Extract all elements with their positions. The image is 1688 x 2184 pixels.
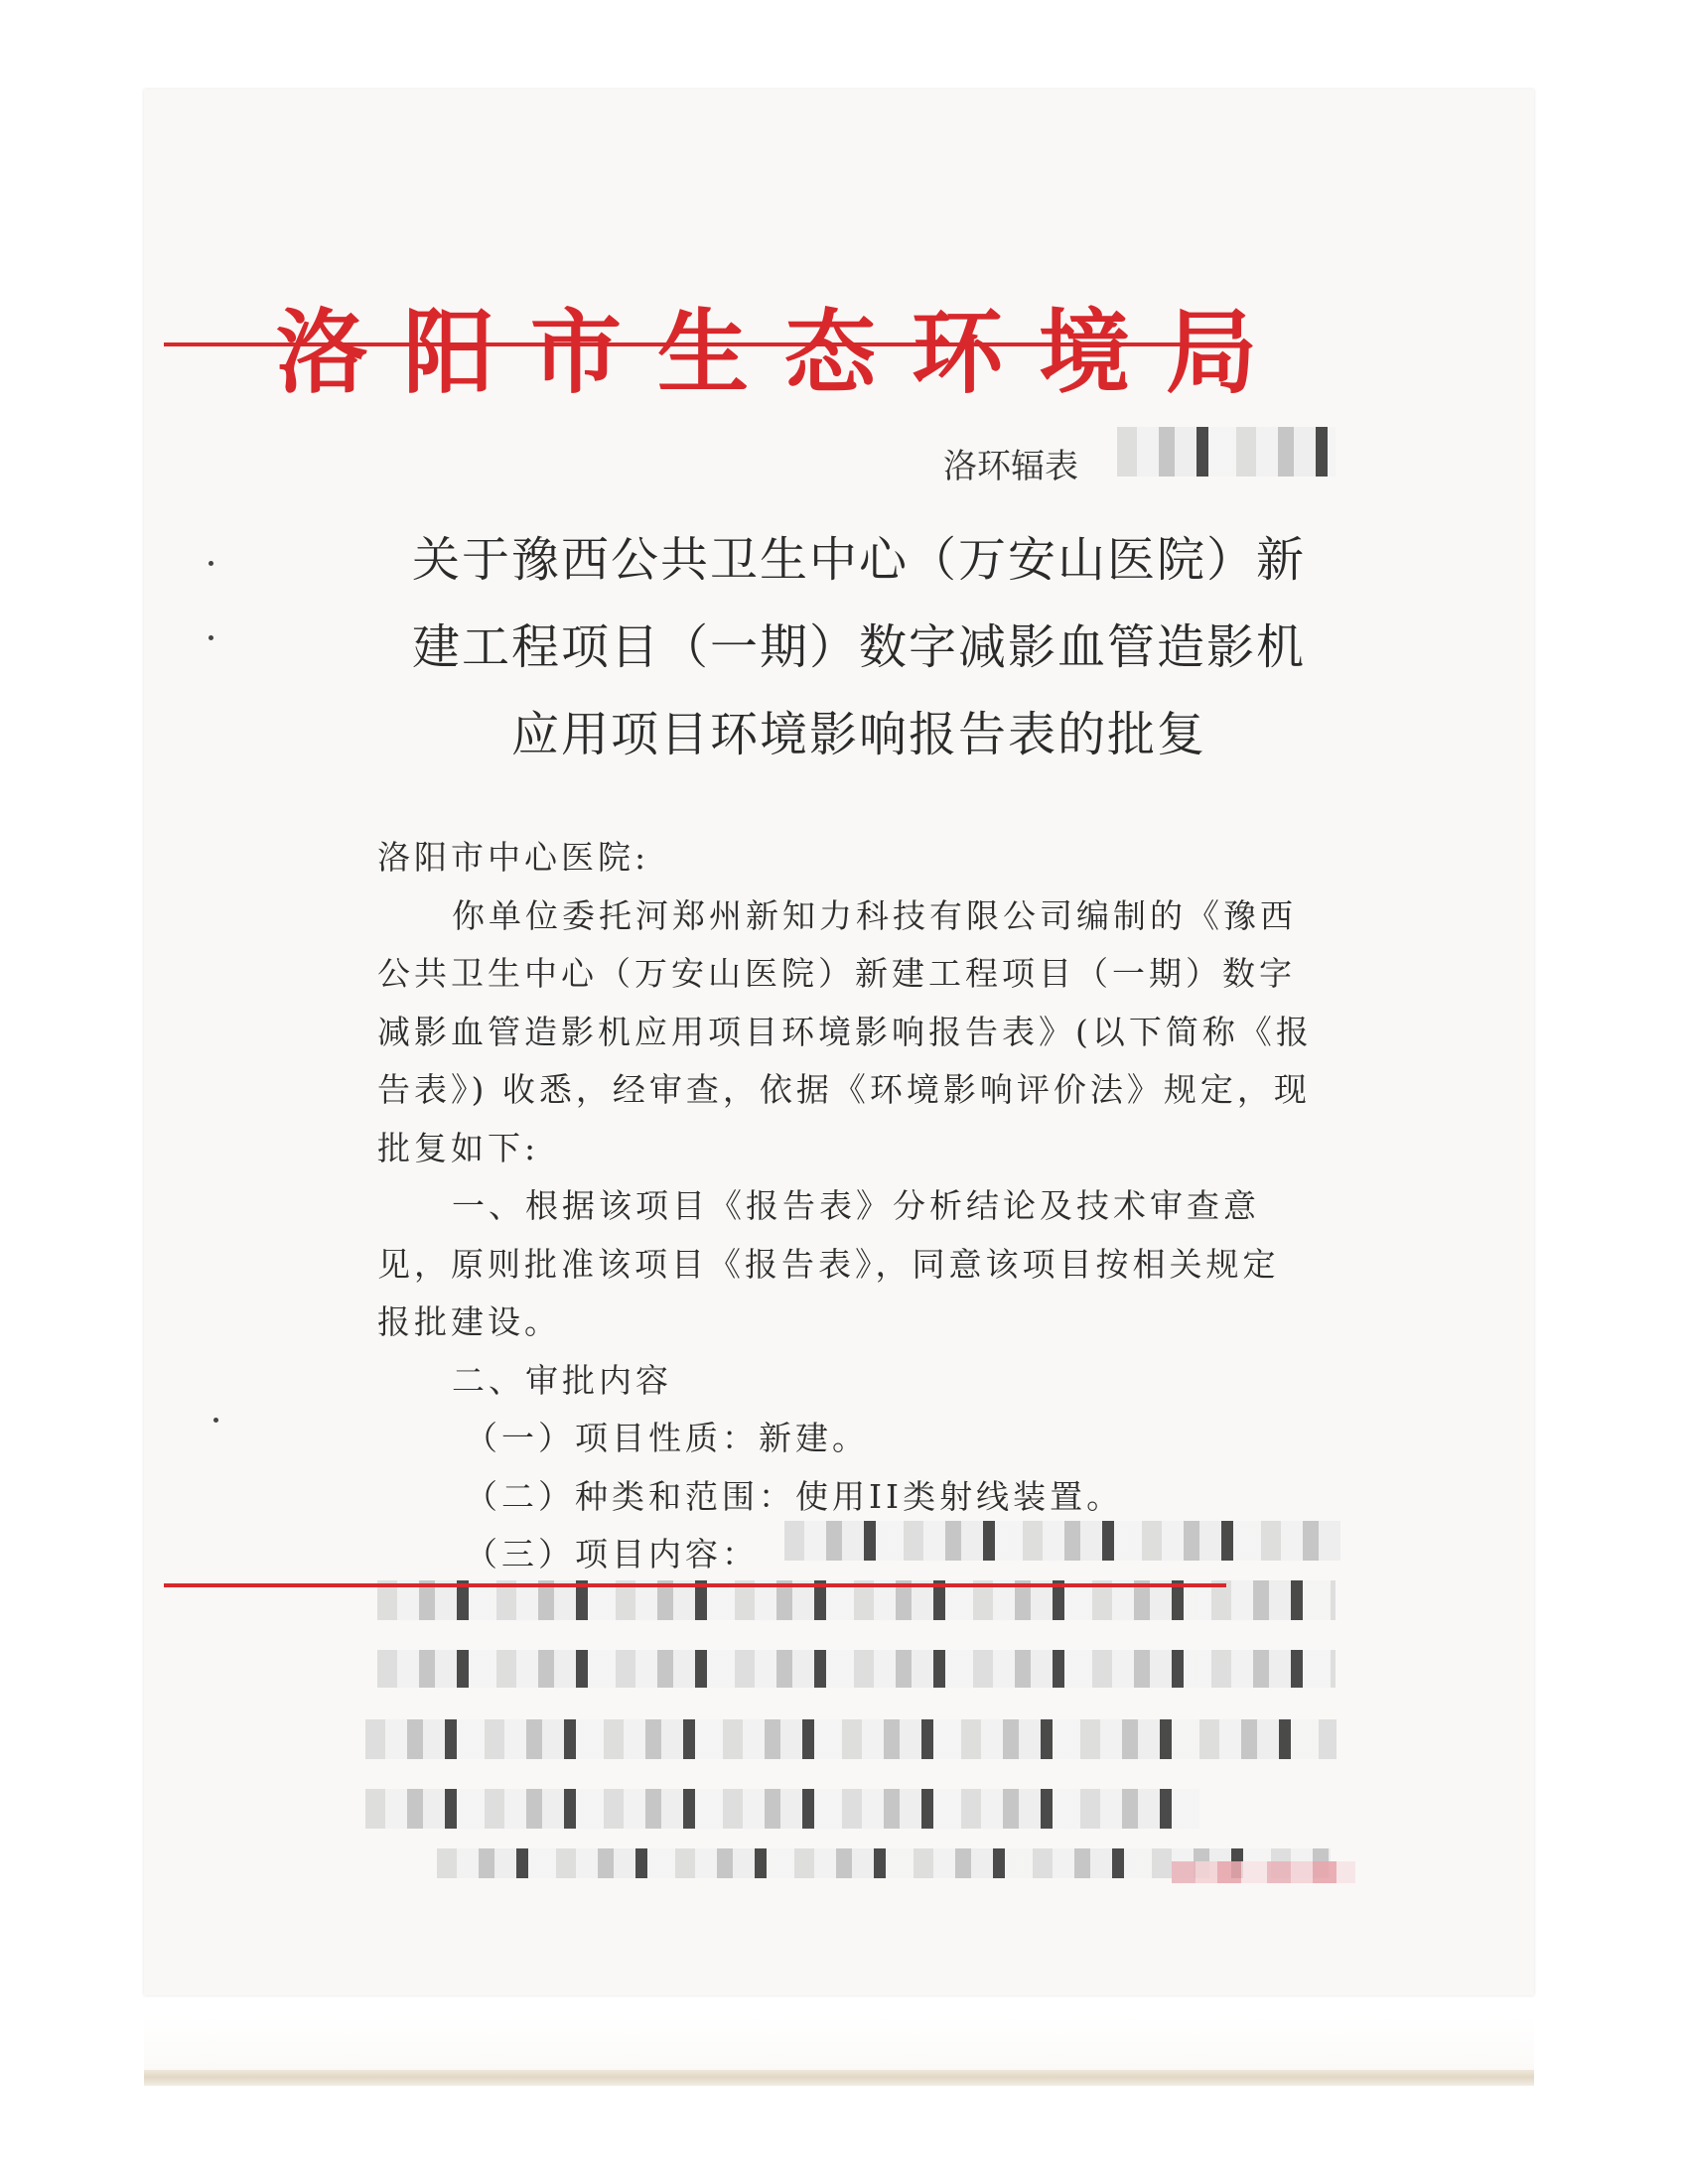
para1-line-2: 公共卫生中心（万安山医院）新建工程项目（一期）数字 [377,954,1296,993]
scan-speck [213,1418,218,1423]
paper-shadow [144,2015,1534,2070]
item-3: （三）项目内容： [465,1535,759,1573]
redacted-footer [1172,1861,1355,1883]
document-number [943,442,1078,491]
document-number-prefix: 洛环辐表 [943,447,1078,486]
header-red-rule [164,342,1211,346]
para1-line-4: 告表》) 收悉，经审查，依据《环境影响评价法》规定，现 [377,1070,1311,1109]
redacted-text-1 [784,1521,1340,1561]
para1-line-1: 你单位委托河郑州新知力科技有限公司编制的《豫西 [452,895,1297,935]
paper-edge [144,2070,1534,2086]
heading-line-3: 应用项目环境影响报告表的批复 [510,707,1206,762]
heading-line-2: 建工程项目（一期）数字减影血管造影机 [411,619,1306,675]
scan-speck [209,635,213,640]
item-1: （一）项目性质：新建。 [465,1419,869,1457]
section-2-heading: 二、审批内容 [452,1360,672,1400]
redacted-doc-number [1117,427,1336,477]
redacted-text-4 [365,1719,1336,1759]
redacted-text-3 [377,1650,1336,1688]
item-2: （二）种类和范围：使用II类射线装置。 [465,1476,1124,1516]
para2-line-3: 报批建设。 [377,1302,561,1341]
heading-line-1: 关于豫西公共卫生中心（万安山医院）新 [411,532,1306,588]
scan-speck [209,561,213,566]
para2-line-2: 见，原则批准该项目《报告表》，同意该项目按相关规定 [377,1244,1280,1284]
recipient-line: 洛阳市中心医院: [377,838,650,877]
agency-title: 洛阳市生态环境局 [275,299,1293,406]
footer-red-rule [164,1583,1226,1587]
para2-line-1: 一、根据该项目《报告表》分析结论及技术审查意 [452,1186,1260,1225]
document-heading [367,516,1350,778]
para1-line-3: 减影血管造影机应用项目环境影响报告表》(以下简称《报 [377,1012,1313,1051]
para1-line-5: 批复如下: [377,1128,540,1167]
document-body [377,829,1340,1584]
redacted-text-5 [365,1789,1199,1829]
